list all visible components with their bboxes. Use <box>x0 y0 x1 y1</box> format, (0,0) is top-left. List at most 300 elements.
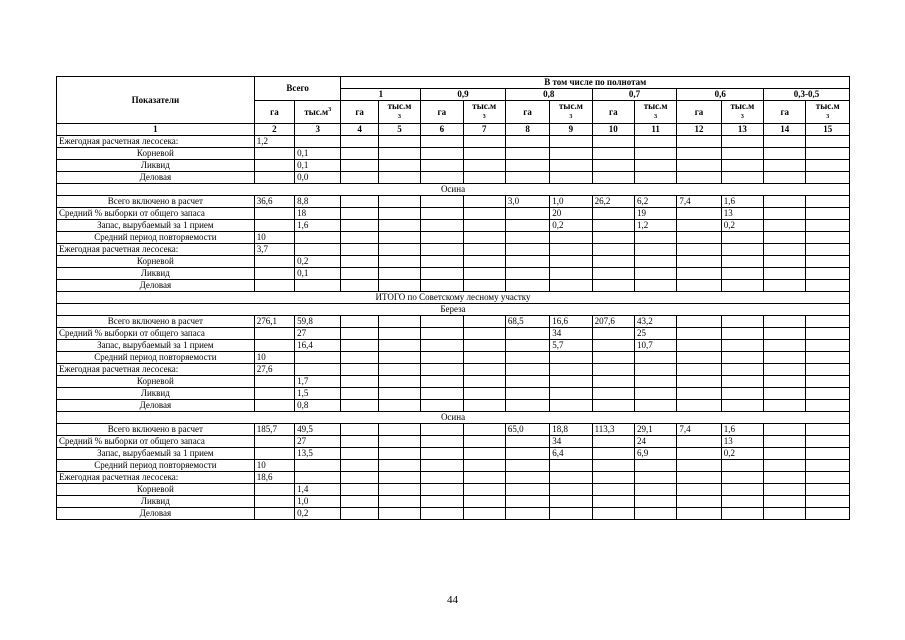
table-cell <box>677 232 721 244</box>
table-cell <box>378 508 420 520</box>
table-row <box>57 508 850 520</box>
table-cell <box>806 160 850 172</box>
table-cell <box>592 244 634 256</box>
table-cell <box>378 220 420 232</box>
table-cell <box>764 472 806 484</box>
table-cell <box>254 376 294 388</box>
table-cell <box>764 352 806 364</box>
table-cell <box>421 460 463 472</box>
table-cell <box>677 496 721 508</box>
table-cell <box>550 244 592 256</box>
table-cell <box>550 268 592 280</box>
table-cell <box>463 136 505 148</box>
table-row <box>57 232 850 244</box>
table-row <box>57 280 850 292</box>
table-cell <box>378 256 420 268</box>
table-cell <box>592 160 634 172</box>
table-cell: 10 <box>254 352 294 364</box>
table-cell <box>634 472 676 484</box>
row-label: Запас, вырубаемый за 1 прием <box>57 448 255 460</box>
column-number: 11 <box>634 124 676 136</box>
table-cell <box>341 256 378 268</box>
table-cell: 10,7 <box>634 340 676 352</box>
table-cell <box>550 400 592 412</box>
column-number: 13 <box>721 124 763 136</box>
table-cell <box>677 268 721 280</box>
table-cell <box>505 376 549 388</box>
table-cell <box>764 508 806 520</box>
table-cell <box>421 316 463 328</box>
table-cell: 1,4 <box>295 484 341 496</box>
density-header: 0,7 <box>592 89 677 101</box>
table-cell <box>505 232 549 244</box>
table-cell <box>295 136 341 148</box>
table-cell <box>421 256 463 268</box>
table-cell <box>254 340 294 352</box>
table-cell <box>254 328 294 340</box>
table-cell <box>764 376 806 388</box>
density-header: 0,8 <box>505 89 592 101</box>
table-cell <box>341 460 378 472</box>
unit-text: тыс.м <box>559 101 583 111</box>
table-row <box>57 172 850 184</box>
table-cell <box>254 436 294 448</box>
column-number: 8 <box>505 124 549 136</box>
table-cell <box>592 232 634 244</box>
table-cell <box>677 208 721 220</box>
table-cell <box>806 328 850 340</box>
unit-text: тыс.м <box>730 101 755 111</box>
table-cell <box>550 388 592 400</box>
table-cell: 29,1 <box>634 424 676 436</box>
table-cell <box>677 160 721 172</box>
table-cell <box>463 268 505 280</box>
table-cell <box>592 508 634 520</box>
table-cell <box>806 280 850 292</box>
table-cell <box>806 508 850 520</box>
table-cell <box>592 148 634 160</box>
table-cell <box>806 256 850 268</box>
table-cell <box>341 352 378 364</box>
table-cell <box>463 196 505 208</box>
unit-ha: га <box>421 101 463 124</box>
table-cell <box>764 280 806 292</box>
section-title: Береза <box>57 304 850 316</box>
table-cell <box>721 376 763 388</box>
table-row <box>57 424 850 436</box>
table-row <box>57 328 850 340</box>
table-cell <box>254 208 294 220</box>
table-cell <box>378 400 420 412</box>
table-row <box>57 460 850 472</box>
table-cell <box>463 220 505 232</box>
table-cell <box>463 424 505 436</box>
table-cell: 1,2 <box>634 220 676 232</box>
table-cell <box>463 208 505 220</box>
table-cell <box>463 328 505 340</box>
unit-ths-m3 <box>463 101 505 124</box>
table-cell <box>721 388 763 400</box>
table-cell <box>295 472 341 484</box>
table-cell: 8,8 <box>295 196 341 208</box>
table-cell <box>421 268 463 280</box>
table-cell <box>592 472 634 484</box>
section-title: Осина <box>57 412 850 424</box>
table-cell <box>550 472 592 484</box>
density-header: 0,6 <box>677 89 764 101</box>
table-cell <box>806 172 850 184</box>
row-label: Корневой <box>57 148 255 160</box>
table-cell: 13 <box>721 208 763 220</box>
table-cell <box>254 160 294 172</box>
table-cell: 0,0 <box>295 172 341 184</box>
table-cell <box>341 244 378 256</box>
table-row <box>57 136 850 148</box>
table-cell: 0,2 <box>295 256 341 268</box>
unit-ths-m3 <box>721 101 763 124</box>
table-cell <box>421 328 463 340</box>
table-cell <box>378 172 420 184</box>
table-cell <box>254 172 294 184</box>
table-cell <box>463 472 505 484</box>
table-cell <box>505 388 549 400</box>
table-cell <box>505 352 549 364</box>
table-cell <box>463 364 505 376</box>
unit-text: тыс.м <box>472 101 497 111</box>
table-cell <box>677 136 721 148</box>
table-cell <box>764 256 806 268</box>
table-cell: 6,9 <box>634 448 676 460</box>
unit-ths-m3 <box>634 101 676 124</box>
table-cell <box>721 232 763 244</box>
table-cell: 207,6 <box>592 316 634 328</box>
table-row <box>57 256 850 268</box>
section-row <box>57 304 850 316</box>
unit-ha: га <box>341 101 378 124</box>
table-cell: 0,1 <box>295 148 341 160</box>
table-cell <box>721 508 763 520</box>
table-cell <box>421 220 463 232</box>
table-cell <box>505 472 549 484</box>
row-label: Запас, вырубаемый за 1 прием <box>57 220 255 232</box>
table-cell <box>550 508 592 520</box>
table-cell <box>592 136 634 148</box>
table-cell <box>592 340 634 352</box>
table-cell <box>505 400 549 412</box>
row-label: Деловая <box>57 400 255 412</box>
table-cell <box>764 460 806 472</box>
table-cell <box>295 460 341 472</box>
table-cell <box>378 460 420 472</box>
table-cell <box>677 400 721 412</box>
table-cell <box>592 328 634 340</box>
unit-text: тыс.м <box>815 101 840 111</box>
row-label: Корневой <box>57 256 255 268</box>
table-cell <box>634 364 676 376</box>
section-title: ИТОГО по Советскому лесному участку <box>57 292 850 304</box>
table-cell <box>341 208 378 220</box>
table-row <box>57 208 850 220</box>
table-cell <box>341 196 378 208</box>
unit-ths-m3 <box>378 101 420 124</box>
header-by-density: В том числе по полнотам <box>341 77 850 89</box>
table-cell <box>254 496 294 508</box>
unit-ha: га <box>764 101 806 124</box>
table-cell: 27 <box>295 328 341 340</box>
table-cell <box>378 424 420 436</box>
table-cell <box>421 436 463 448</box>
table-cell: 185,7 <box>254 424 294 436</box>
table-cell <box>806 448 850 460</box>
table-cell <box>341 424 378 436</box>
table-cell <box>341 232 378 244</box>
table-cell: 68,5 <box>505 316 549 328</box>
table-cell <box>505 256 549 268</box>
table-cell: 0,2 <box>721 448 763 460</box>
table-cell <box>550 256 592 268</box>
table-cell <box>806 340 850 352</box>
table-cell <box>634 280 676 292</box>
row-label: Корневой <box>57 376 255 388</box>
table-cell <box>806 352 850 364</box>
table-cell <box>378 316 420 328</box>
table-cell: 13,5 <box>295 448 341 460</box>
table-cell <box>254 256 294 268</box>
table-cell <box>677 376 721 388</box>
column-number: 10 <box>592 124 634 136</box>
table-cell <box>421 244 463 256</box>
table-cell: 1,5 <box>295 388 341 400</box>
table-cell <box>634 388 676 400</box>
column-number: 3 <box>295 124 341 136</box>
table-cell <box>764 172 806 184</box>
unit-sup: 3 <box>740 114 744 120</box>
table-cell <box>463 508 505 520</box>
table-cell <box>677 472 721 484</box>
table-row <box>57 376 850 388</box>
table-cell <box>421 160 463 172</box>
row-label: Всего включено в расчет <box>57 424 255 436</box>
table-cell <box>421 424 463 436</box>
table-cell <box>592 388 634 400</box>
table-cell <box>341 400 378 412</box>
table-cell <box>634 172 676 184</box>
table-cell <box>721 244 763 256</box>
table-cell <box>677 352 721 364</box>
row-label: Ликвид <box>57 496 255 508</box>
column-number: 5 <box>378 124 420 136</box>
table-cell <box>764 436 806 448</box>
table-cell <box>505 508 549 520</box>
table-cell <box>463 172 505 184</box>
table-cell: 26,2 <box>592 196 634 208</box>
table-cell: 49,5 <box>295 424 341 436</box>
table-cell <box>378 280 420 292</box>
table-cell <box>806 220 850 232</box>
table-cell <box>806 232 850 244</box>
column-number: 4 <box>341 124 378 136</box>
table-cell <box>378 340 420 352</box>
table-cell: 1,0 <box>550 196 592 208</box>
table-cell <box>421 136 463 148</box>
table-cell <box>550 148 592 160</box>
table-cell: 113,3 <box>592 424 634 436</box>
table-cell <box>254 448 294 460</box>
table-cell <box>677 388 721 400</box>
table-cell <box>592 448 634 460</box>
table-cell: 0,8 <box>295 400 341 412</box>
table-cell <box>677 340 721 352</box>
column-number: 2 <box>254 124 294 136</box>
row-label: Средний % выборки от общего запаса <box>57 328 255 340</box>
table-row <box>57 388 850 400</box>
table-cell <box>505 172 549 184</box>
section-row <box>57 412 850 424</box>
unit-text: тыс.м <box>304 106 329 117</box>
row-label: Всего включено в расчет <box>57 316 255 328</box>
table-cell <box>764 148 806 160</box>
table-cell <box>378 232 420 244</box>
table-cell <box>378 388 420 400</box>
table-cell <box>505 148 549 160</box>
table-cell <box>421 388 463 400</box>
table-row <box>57 436 850 448</box>
unit-sup: 3 <box>654 114 658 120</box>
table-cell <box>634 400 676 412</box>
table-cell <box>421 496 463 508</box>
table-cell: 18,6 <box>254 472 294 484</box>
table-cell <box>421 196 463 208</box>
density-header: 0,3-0,5 <box>764 89 850 101</box>
table-cell <box>806 268 850 280</box>
table-cell <box>806 472 850 484</box>
table-cell <box>634 160 676 172</box>
table-cell <box>677 460 721 472</box>
table-cell <box>295 352 341 364</box>
table-cell <box>341 268 378 280</box>
unit-sup: 3 <box>569 114 573 120</box>
table-cell: 7,4 <box>677 196 721 208</box>
table-cell <box>721 256 763 268</box>
table-cell <box>592 484 634 496</box>
density-header: 1 <box>341 89 421 101</box>
table-cell <box>721 280 763 292</box>
table-cell <box>721 352 763 364</box>
table-cell <box>634 244 676 256</box>
table-cell <box>463 256 505 268</box>
table-cell <box>592 436 634 448</box>
column-number: 15 <box>806 124 850 136</box>
data-table <box>56 76 850 520</box>
table-cell <box>677 256 721 268</box>
table-cell <box>550 160 592 172</box>
table-cell <box>254 484 294 496</box>
row-label: Деловая <box>57 280 255 292</box>
table-cell <box>764 208 806 220</box>
table-cell <box>341 472 378 484</box>
table-cell <box>378 136 420 148</box>
table-cell: 0,2 <box>295 508 341 520</box>
table-cell <box>806 196 850 208</box>
table-row <box>57 448 850 460</box>
table-cell <box>341 484 378 496</box>
row-label: Средний период повторяемости <box>57 232 255 244</box>
table-cell <box>505 460 549 472</box>
row-label: Деловая <box>57 508 255 520</box>
table-cell <box>505 208 549 220</box>
table-cell <box>463 436 505 448</box>
page-number: 44 <box>447 594 458 606</box>
column-number: 6 <box>421 124 463 136</box>
table-cell <box>592 364 634 376</box>
table-cell <box>254 280 294 292</box>
table-cell <box>592 208 634 220</box>
table-cell <box>764 364 806 376</box>
table-cell: 16,4 <box>295 340 341 352</box>
table-cell <box>721 460 763 472</box>
table-cell <box>634 136 676 148</box>
table-cell <box>806 436 850 448</box>
table-row <box>57 364 850 376</box>
table-cell: 20 <box>550 208 592 220</box>
row-label: Средний период повторяемости <box>57 352 255 364</box>
table-cell <box>341 280 378 292</box>
table-cell <box>764 400 806 412</box>
table-cell <box>421 364 463 376</box>
table-row <box>57 496 850 508</box>
row-label: Средний % выборки от общего запаса <box>57 208 255 220</box>
table-cell <box>378 244 420 256</box>
table-cell: 6,2 <box>634 196 676 208</box>
table-cell <box>764 388 806 400</box>
table-cell <box>254 508 294 520</box>
row-label: Ликвид <box>57 268 255 280</box>
table-cell <box>421 376 463 388</box>
table-cell <box>254 400 294 412</box>
table-cell <box>341 364 378 376</box>
unit-ths-m3 <box>550 101 592 124</box>
table-row <box>57 196 850 208</box>
table-cell <box>421 208 463 220</box>
table-cell <box>764 328 806 340</box>
table-cell <box>505 364 549 376</box>
table-cell <box>505 220 549 232</box>
table-cell: 36,6 <box>254 196 294 208</box>
row-label: Ежегодная расчетная лесосека: <box>57 244 255 256</box>
row-label: Всего включено в расчет <box>57 196 255 208</box>
table-cell <box>341 388 378 400</box>
table-cell <box>463 160 505 172</box>
table-cell <box>634 256 676 268</box>
table-cell <box>677 316 721 328</box>
table-cell <box>764 316 806 328</box>
table-cell: 19 <box>634 208 676 220</box>
table-cell <box>341 496 378 508</box>
row-label: Средний период повторяемости <box>57 460 255 472</box>
table-cell <box>806 136 850 148</box>
table-cell <box>421 148 463 160</box>
table-cell <box>463 316 505 328</box>
row-label: Ежегодная расчетная лесосека: <box>57 364 255 376</box>
table-cell <box>463 484 505 496</box>
table-cell <box>341 328 378 340</box>
table-cell <box>378 208 420 220</box>
row-label: Ежегодная расчетная лесосека: <box>57 136 255 148</box>
table-cell <box>463 400 505 412</box>
table-cell <box>677 244 721 256</box>
table-cell <box>378 448 420 460</box>
table-cell <box>421 352 463 364</box>
